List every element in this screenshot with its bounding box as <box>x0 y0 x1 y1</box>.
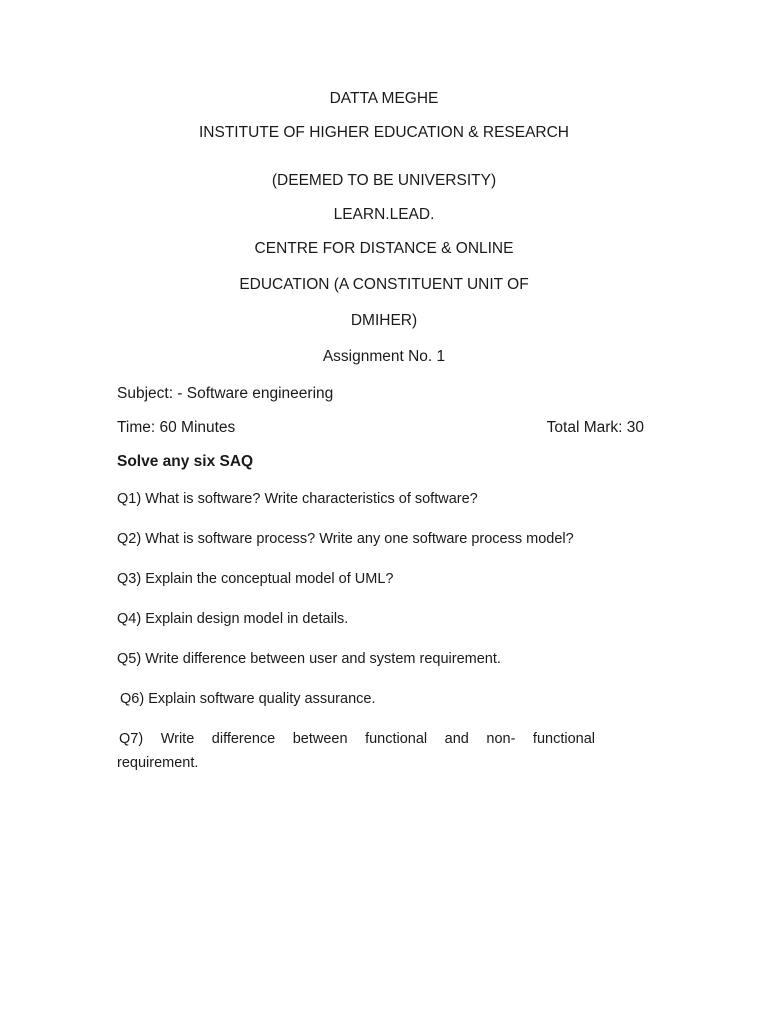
centre-name-end: DMIHER) <box>350 312 418 329</box>
question-7-word: functional <box>365 731 428 747</box>
question-5: Q5) Write difference between user and system requirement. <box>117 651 501 667</box>
institution-subtitle: INSTITUTE OF HIGHER EDUCATION & RESEARCH <box>198 124 570 141</box>
time-line: Time: 60 Minutes <box>117 419 236 436</box>
question-7 <box>119 729 595 749</box>
centre-name-continued: EDUCATION (A CONSTITUENT UNIT OF <box>239 276 529 293</box>
institution-name: DATTA MEGHE <box>329 90 439 107</box>
total-mark: Total Mark: 30 <box>546 419 644 436</box>
question-4: Q4) Explain design model in details. <box>117 611 349 627</box>
instruction: Solve any six SAQ <box>117 453 254 470</box>
question-7-word: Write <box>160 731 195 747</box>
question-1: Q1) What is software? Write characteristics of software? <box>117 491 478 507</box>
university-status: (DEEMED TO BE UNIVERSITY) <box>271 172 497 189</box>
question-7-word: functional <box>532 731 595 747</box>
question-7-word: and <box>444 731 469 747</box>
question-2: Q2) What is software process? Write any one software process model? <box>117 531 574 547</box>
question-7-word: difference <box>211 731 276 747</box>
question-7-word: Q7) <box>119 731 144 747</box>
question-7-word: between <box>292 731 348 747</box>
question-3: Q3) Explain the conceptual model of UML? <box>117 571 394 587</box>
motto: LEARN.LEAD. <box>333 206 435 223</box>
subject-line: Subject: - Software engineering <box>117 385 334 402</box>
question-6: Q6) Explain software quality assurance. <box>120 691 376 707</box>
question-7-word: non- <box>486 731 516 747</box>
question-7-continued: requirement. <box>117 755 199 771</box>
centre-name: CENTRE FOR DISTANCE & ONLINE <box>254 240 514 257</box>
assignment-number: Assignment No. 1 <box>322 348 446 365</box>
